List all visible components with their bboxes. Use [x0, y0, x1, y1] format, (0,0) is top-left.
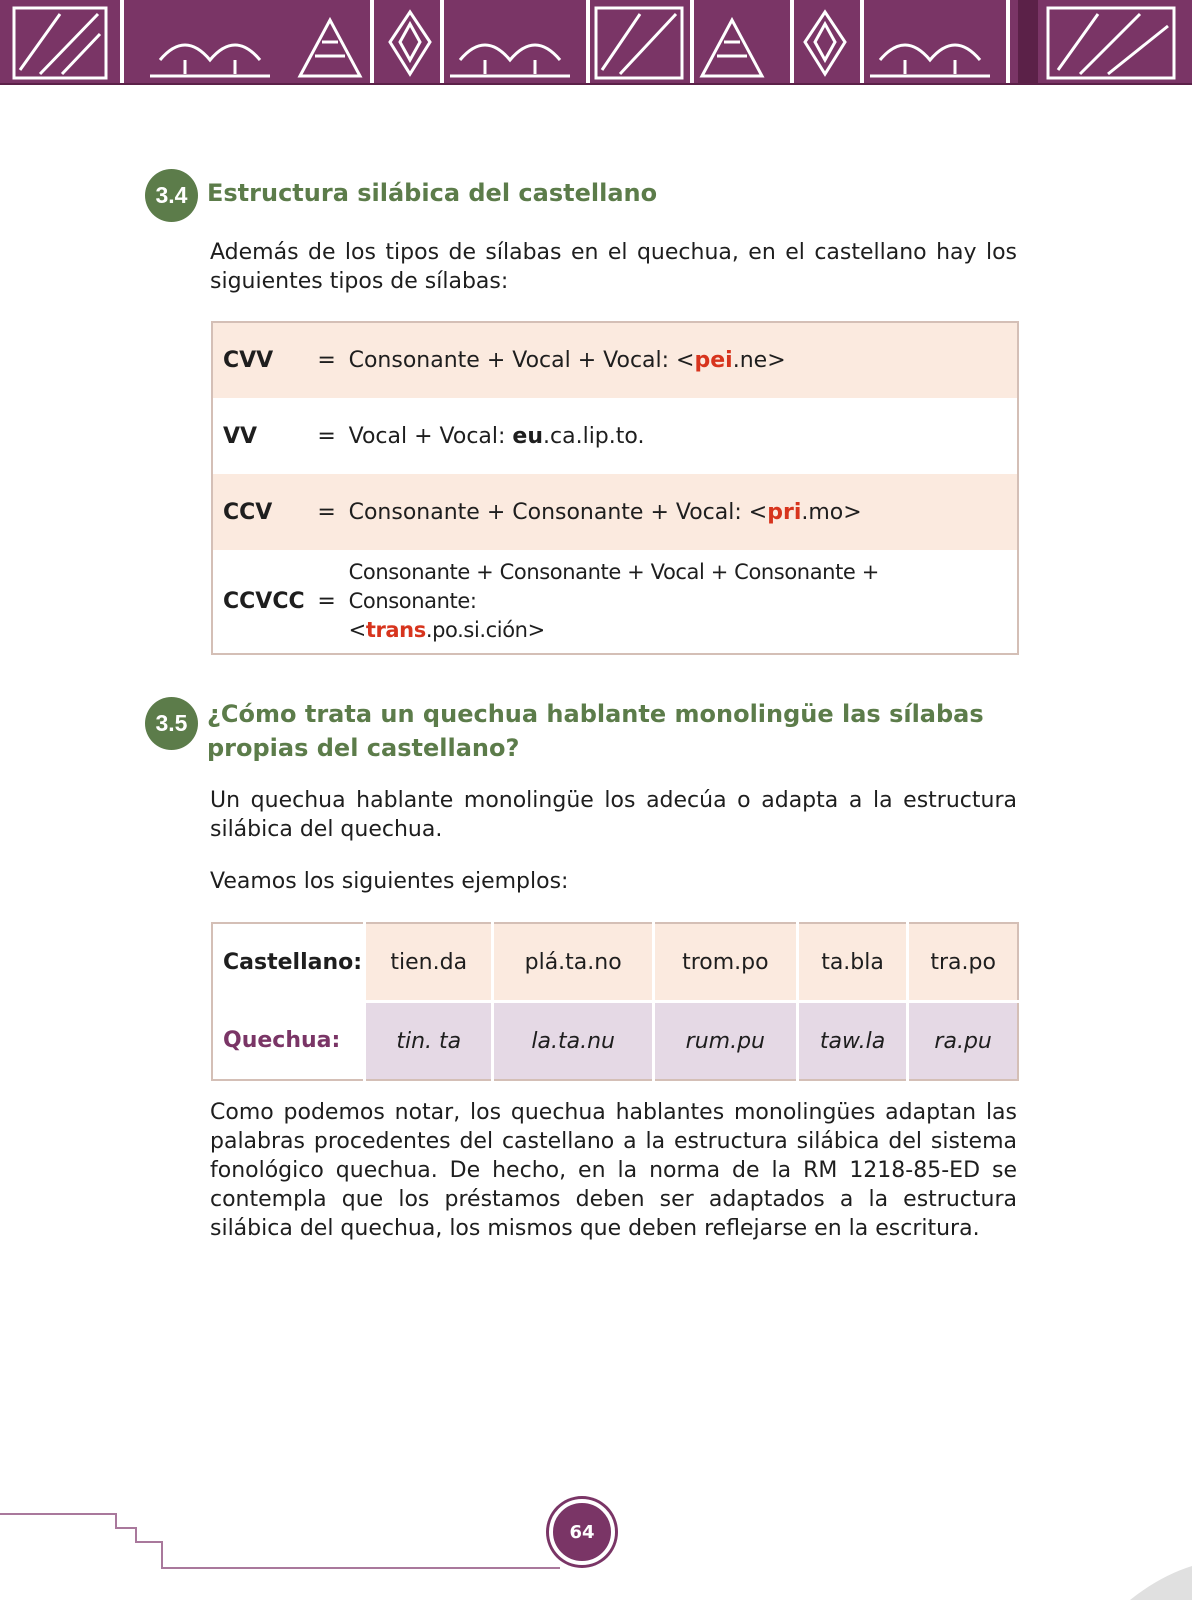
equals-sign: =: [317, 348, 336, 373]
equals-sign: =: [317, 499, 336, 525]
table-cell: rum.pu: [653, 1002, 797, 1081]
table-cell: tra.po: [908, 923, 1018, 1002]
table-row: [212, 550, 1018, 654]
table-row: [212, 398, 1018, 474]
syllable-description: Consonante + Vocal + Vocal: <pei.ne>: [348, 348, 786, 373]
table-cell: taw.la: [797, 1002, 908, 1081]
equals-sign: =: [317, 589, 336, 614]
table-row: [212, 923, 1018, 1002]
syllable-description: Consonante + Consonante + Vocal: <pri.mo>: [348, 499, 862, 525]
section-title: ¿Cómo trata un quechua hablante monolingüe las sílabas propias del castellano?: [207, 700, 984, 762]
table-cell: ra.pu: [908, 1002, 1018, 1081]
section-number-badge: 3.4: [145, 169, 198, 222]
section-paragraph: Un quechua hablante monolingüe los adecúa o adapta a la estructura silábica del quechua.: [210, 788, 1017, 842]
table-cell: ta.bla: [797, 923, 908, 1002]
castellano-label: Castellano:: [212, 923, 365, 1002]
table-cell: plá.ta.no: [493, 923, 653, 1002]
section-paragraph: Veamos los siguientes ejemplos:: [210, 869, 569, 894]
section-number-badge: 3.5: [145, 697, 198, 750]
syllable-code: CCV: [223, 499, 273, 525]
highlighted-syllable: pri: [767, 499, 802, 525]
syllable-code: CVV: [223, 348, 274, 373]
syllable-code: VV: [223, 423, 258, 449]
table-row: [212, 474, 1018, 550]
highlighted-syllable: trans: [365, 618, 426, 642]
table-cell: tien.da: [365, 923, 493, 1002]
syllable-types-table: [211, 321, 1019, 655]
table-row: [212, 322, 1018, 398]
syllable-description: Vocal + Vocal: eu.ca.lip.to.: [348, 423, 645, 449]
table-cell: trom.po: [653, 923, 797, 1002]
syllable-code: CCVCC: [223, 589, 305, 614]
table-cell: tin. ta: [365, 1002, 493, 1081]
quechua-label: Quechua:: [212, 1002, 365, 1081]
equals-sign: =: [317, 423, 336, 449]
page-number: 64: [549, 1499, 615, 1565]
section-title: Estructura silábica del castellano: [207, 179, 658, 207]
examples-table: [211, 922, 1019, 1081]
conclusion-paragraph: Como podemos notar, los quechua hablantes monolingües adaptan las palabras procedentes del castellano a la estructura silábica del sistema fonológico quechua. De hecho, en la norma de la RM 1218-85-ED se contempla que los préstamos deben ser adaptados a la estructura silábica del quechua, los mismos que deben reflejarse en la escritura.: [210, 1100, 1017, 1241]
textile-pattern-icon: [0, 0, 1192, 83]
highlighted-syllable: eu: [512, 423, 544, 449]
table-row: [212, 1002, 1018, 1081]
highlighted-syllable: pei: [694, 348, 733, 373]
table-cell: la.ta.nu: [493, 1002, 653, 1081]
section-intro: Además de los tipos de sílabas en el quechua, en el castellano hay los siguientes tipos de sílabas:: [210, 240, 1017, 294]
decorative-banner: [0, 0, 1192, 85]
syllable-description: Consonante + Consonante + Vocal + Consonante + Consonante: <trans.po.si.ción>: [348, 560, 879, 642]
